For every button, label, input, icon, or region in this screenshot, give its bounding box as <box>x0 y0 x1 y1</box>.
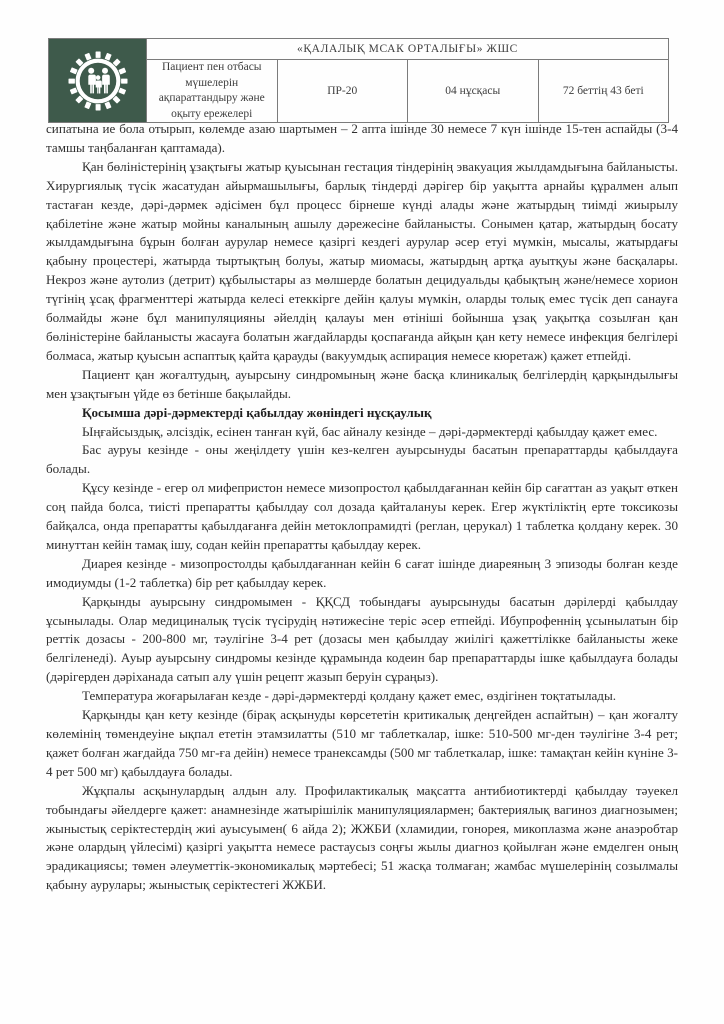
body-paragraph: Ыңғайсыздық, әлсіздік, есінен танған күй, бас айналу кезінде – дәрі-дәрмектерді қабылдау қажет емес. <box>82 423 658 439</box>
document-code: ПР-20 <box>277 60 408 123</box>
body-paragraph: Бас ауруы кезінде - оны жеңілдету үшін кез-келген ауырсынуды басатын препараттарды қабылдауға болады. <box>46 442 678 477</box>
body-paragraph: Қарқынды қан кету кезінде (бірақ асқынуды көрсететін критикалық деңгейден аспайтын) – қан жоғалту көлемінің төмендеуіне ықпал ететін этамзилатты (510 мг таблеткалар, ішке: 510-500 мг-ден тәулігіне 3-4 рет; қажет болған жағдайда 750 мг-ға дейін) немесе транексамды (500 мг таблеткалар, ішке: тамақтан кейін күніне 3-4 рет 500 мг) қабылдауға болады. <box>46 707 678 779</box>
document-header-table <box>48 38 669 123</box>
section-heading: Қосымша дәрі-дәрмектерді қабылдау жөніндегі нұсқаулық <box>82 404 432 420</box>
family-in-gear-icon <box>67 50 129 112</box>
body-paragraph: Пациент қан жоғалтудың, ауырсыну синдромының және басқа клиникалық белгілердің қарқындылығы мен ұзақтығын үйде өз бетінше бақылайды. <box>46 366 678 401</box>
organization-name: «ҚАЛАЛЫҚ МСАК ОРТАЛЫҒЫ» ЖШС <box>147 39 669 60</box>
header-table-container <box>48 38 669 123</box>
page-number: 72 беттің 43 беті <box>538 60 669 123</box>
body-paragraph: Диарея кезінде - мизопростолды қабылдағаннан кейін 6 сағат ішінде диареяның 3 эпизоды болған кезде имодиумды (1-2 таблетка) бір рет қабылдау керек. <box>46 555 678 590</box>
document-body <box>46 120 678 895</box>
body-paragraph: Температура жоғарылаған кезде - дәрі-дәрмектерді қолдану қажет емес, өздігінен тоқтатылады. <box>82 688 617 704</box>
body-paragraph: Қан бөліністерінің ұзақтығы жатыр қуысынан гестация тіндерінің эвакуация жылдамдығына байланысты. Хирургиялық түсік жасатудан айырмашылығы, барлық тіндерді дәрігер бір уақытта арнайы құралмен алып тастаған кезде, дәрі-дәрмек әдісімен бұл процесс бірнеше күнді алады және жатырдың тиімді жиырылу қабілетіне және жатыр мойны каналының ашылу дәрежесіне байланысты. Сонымен қатар, жатырдың босату жылдамдығына бұрын болған аурулар немесе қазіргі кездегі аурулар әсер етуі мүмкін, мысалы, жатырдағы қабыну процестері, жатырда тыртықтың болуы, жатыр миомасы, жатырдың артқа ауытқуы және басқалары. Некроз және аутолиз (детрит) құбылыстары аз мөлшерде болатын децидуальды қабықтың және/немесе хорион түгінің ұсақ фрагменттері жатырда келесі етеккірге дейін қалуы мүмкін, оларды толық емес түсік деп санауға болмайды және бұл манипуляцияны әйелдің қалауы мен өтініші бойынша ұзақ уақытқа созылған қан бөліністеріне байланысты жасауға болатын жағдайларды қоспағанда айқын қан кету немесе инфекция белгілері болмаса, жатыр қуысын аспаптық қайта қарауды (вакуумдық аспирация немесе кюретаж) қажет етпейді. <box>46 158 678 363</box>
body-paragraph: Жұқпалы асқынулардың алдын алу. Профилактикалық мақсатта антибиотиктерді қабылдау тәуекел тобындағы әйелдерге қажет: анамнезінде жатырішілік манипуляциялармен; бактериялық вагиноз диагнозымен; жыныстық серіктестердің жиі ауысуымен( 6 айда 2); ЖЖБИ (хламидии, гонорея, микоплазма және анаэробтар және олардың үйлесімі) қазіргі уақытта немесе растаусыз соңғы жылы диагноз қойылған және емделген оның эрадикациясы; төмен әлеуметтік-экономикалық мәртебесі; 51 жасқа толмаған; жамбас мүшелерінің созылмалы қабыну аурулары; жыныстық серіктестегі ЖЖБИ. <box>46 782 678 893</box>
document-title: Пациент пен отбасы мүшелерін ақпараттандыру және оқыту ережелері <box>147 60 278 123</box>
logo-cell <box>49 39 147 123</box>
document-version: 04 нұсқасы <box>408 60 539 123</box>
body-paragraph: Қарқынды ауырсыну синдромымен - ҚҚСД тобындағы ауырсынуды басатын дәрілерді қабылдау ұсынылады. Олар медициналық түсік түсірудің нәтижесіне теріс әсер етпейді. Ибупрофеннің ұсынылатын бір реттік дозасы - 200-800 мг, тәулігіне 3-4 рет (дозасы мен қабылдау жиілігі қажеттілікке байланысты жеке белгіленеді). Ауыр ауырсыну синдромы кезінде құрамында кодеин бар препараттарды ішке қабылдауға болады (дәрігерден дәріханада сатып алу үшін рецепт жазып беруін сұраңыз). <box>46 593 678 685</box>
header-table-row-organization <box>49 39 669 60</box>
body-paragraph: Құсу кезінде - егер ол мифепристон немесе мизопростол қабылдағаннан кейін бір сағаттан аз уақыт өткен соң пайда болса, тиісті препаратты қабылдау сол дозада қайталануы керек. Егер жүктіліктің ерте токсикозы байқалса, онда препаратты қабылдағанға дейін метоклопрамидті (реглан, церукал) 1 таблетка қолдану керек. 30 минуттан кейін тамақ ішу, содан кейін препаратты қабылдау керек. <box>46 480 678 552</box>
body-paragraph: сипатына ие бола отырып, көлемде азаю шартымен – 2 апта ішінде 30 немесе 7 күн ішінде 15-тен аспайды (3-4 тамшы таңбаланған қаптамада). <box>46 121 678 155</box>
